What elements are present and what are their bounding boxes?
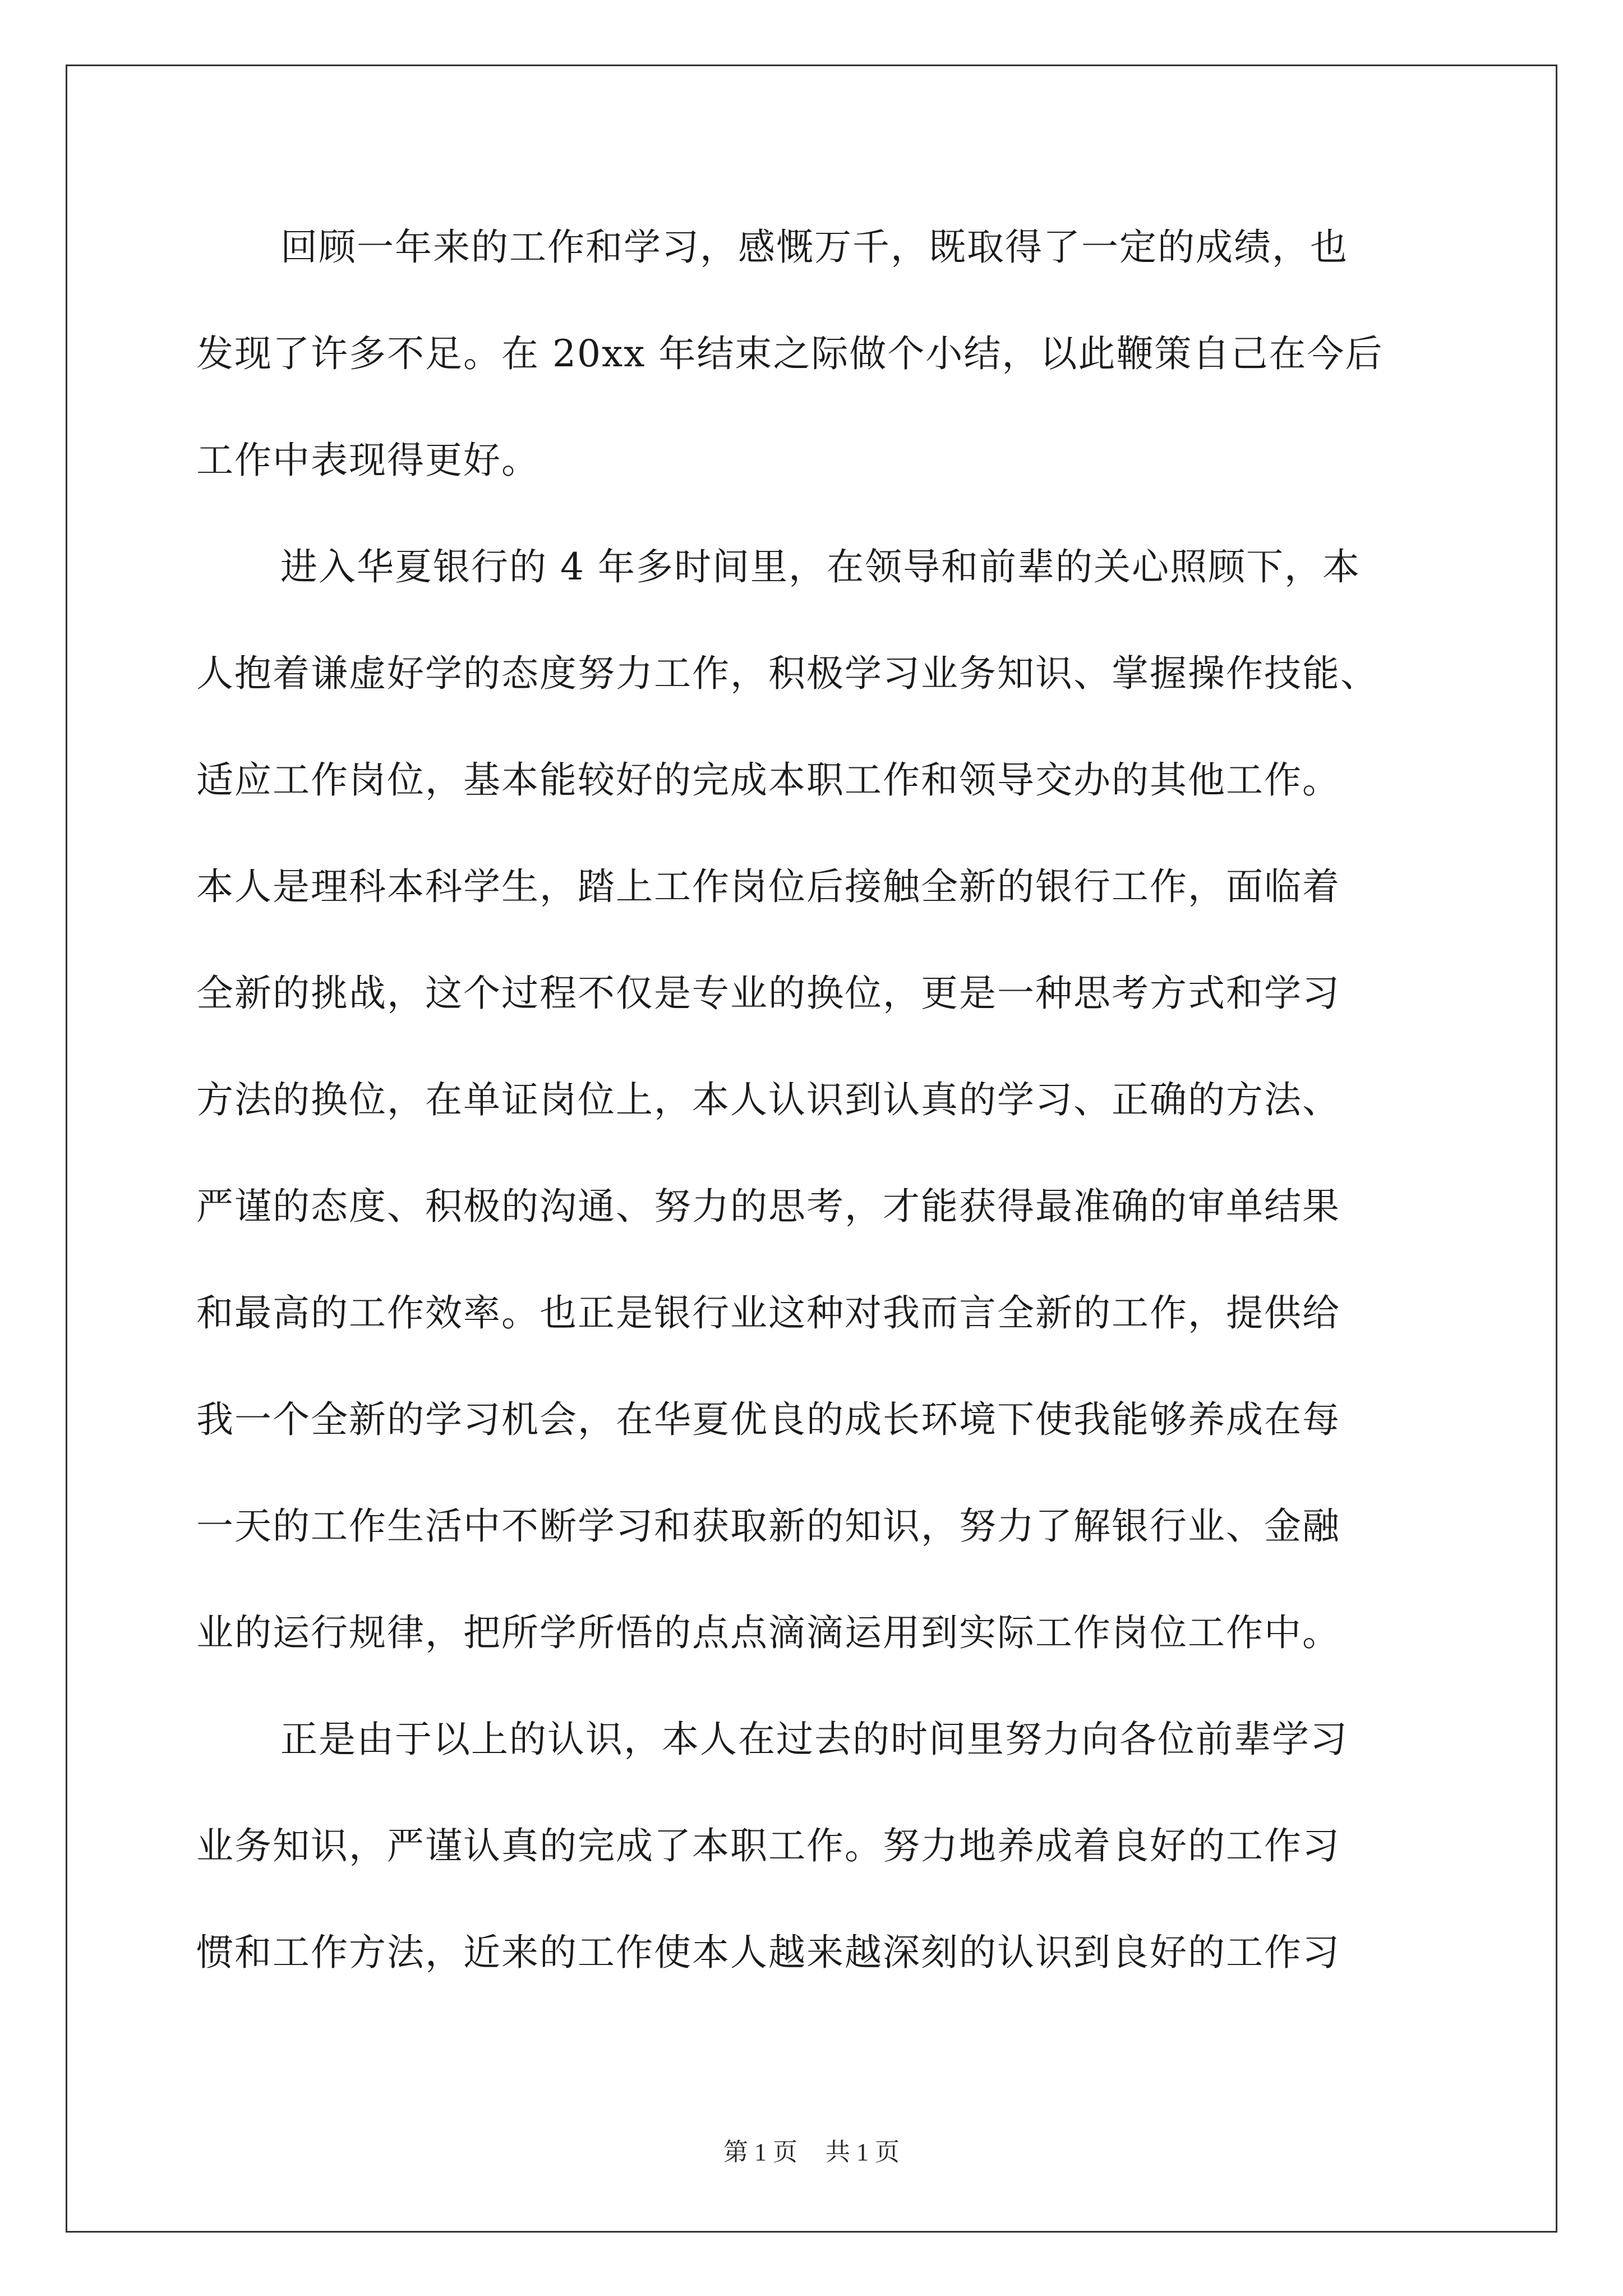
paragraph-2-line-6: 方法的换位，在单证岗位上，本人认识到认真的学习、正确的方法、 [196,1078,1340,1121]
paragraph-1-line-1: 回顾一年来的工作和学习，感慨万千，既取得了一定的成绩，也 [280,226,1348,269]
page-footer [0,2132,1623,2168]
paragraph-2-line-2: 人抱着谦虚好学的态度努力工作，积极学习业务知识、掌握操作技能、 [196,652,1378,695]
page-number-total: 共 1 页 [826,2138,900,2166]
paragraph-2-line-11: 业的运行规律，把所学所悟的点点滴滴运用到实际工作岗位工作中。 [196,1611,1340,1654]
paragraph-2-line-8: 和最高的工作效率。也正是银行业这种对我而言全新的工作，提供给 [196,1291,1340,1335]
paragraph-2-line-10: 一天的工作生活中不断学习和获取新的知识，努力了解银行业、金融 [196,1504,1340,1548]
paragraph-2-line-4: 本人是理科本科学生，踏上工作岗位后接触全新的银行工作，面临着 [196,865,1340,908]
paragraph-2-line-1: 进入华夏银行的 4 年多时间里，在领导和前辈的关心照顾下，本 [280,545,1361,588]
paragraph-3-line-2: 业务知识，严谨认真的完成了本职工作。努力地养成着良好的工作习 [196,1824,1340,1867]
paragraph-3-line-3: 惯和工作方法，近来的工作使本人越来越深刻的认识到良好的工作习 [196,1931,1340,1974]
paragraph-2-line-3: 适应工作岗位，基本能较好的完成本职工作和领导交办的其他工作。 [196,758,1340,802]
paragraph-1-line-3: 工作中表现得更好。 [196,439,540,482]
page-border [66,65,1557,2233]
page-number-current: 第 1 页 [723,2138,797,2166]
paragraph-1-line-2: 发现了许多不足。在 20xx 年结束之际做个小结，以此鞭策自己在今后 [196,332,1384,375]
paragraph-2-line-7: 严谨的态度、积极的沟通、努力的思考，才能获得最准确的审单结果 [196,1185,1340,1228]
paragraph-2-line-5: 全新的挑战，这个过程不仅是专业的换位，更是一种思考方式和学习 [196,972,1340,1015]
paragraph-3-line-1: 正是由于以上的认识，本人在过去的时间里努力向各位前辈学习 [280,1718,1348,1761]
paragraph-2-line-9: 我一个全新的学习机会，在华夏优良的成长环境下使我能够养成在每 [196,1398,1340,1441]
